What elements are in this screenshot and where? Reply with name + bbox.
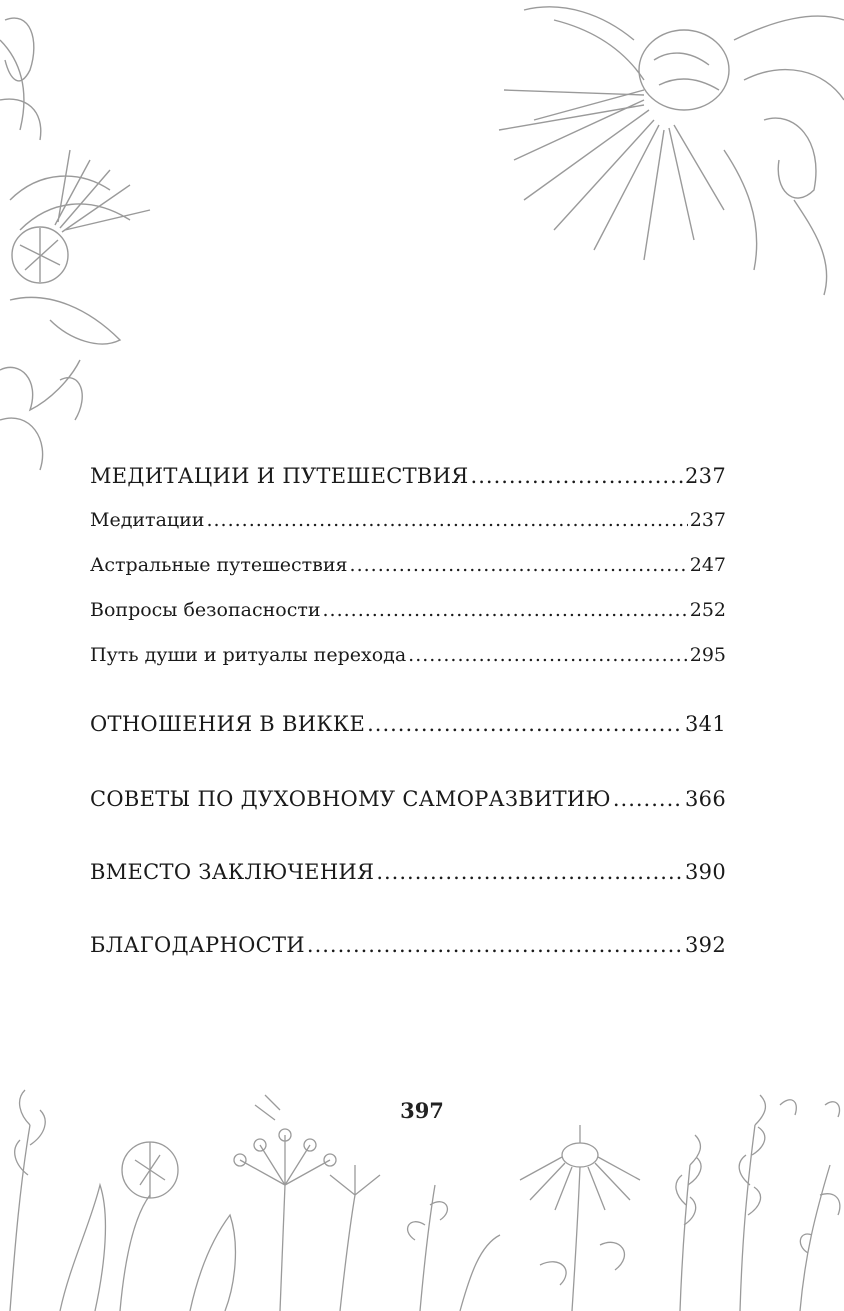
- toc-entry-page: 366: [685, 787, 726, 811]
- toc-entry-title: Астральные путешествия: [90, 554, 348, 576]
- toc-entry[interactable]: [90, 787, 726, 811]
- toc-entry-page: 341: [685, 712, 726, 736]
- toc-entry[interactable]: [90, 464, 726, 488]
- toc-entry-title: Вопросы безопасности: [90, 599, 321, 621]
- toc-entry-title: Медитации: [90, 509, 205, 531]
- dot-leader: [376, 860, 683, 884]
- page-number: 397: [400, 1098, 444, 1123]
- toc-entry-page: 247: [689, 554, 726, 576]
- toc-entry[interactable]: [90, 554, 726, 576]
- toc-entry[interactable]: [90, 712, 726, 736]
- toc-entry-title: ВМЕСТО ЗАКЛЮЧЕНИЯ: [90, 860, 375, 884]
- toc-entry-title: Путь души и ритуалы перехода: [90, 644, 407, 666]
- toc-entry[interactable]: [90, 599, 726, 621]
- dot-leader: [367, 712, 683, 736]
- dot-leader: [307, 933, 683, 957]
- toc-entry-title: СОВЕТЫ ПО ДУХОВНОМУ САМОРАЗВИТИЮ: [90, 787, 611, 811]
- dot-leader: [350, 554, 688, 576]
- toc-entry[interactable]: [90, 933, 726, 957]
- toc-entry-page: 390: [685, 860, 726, 884]
- toc-entry[interactable]: [90, 644, 726, 666]
- toc-entry[interactable]: [90, 509, 726, 531]
- toc-entry-title: МЕДИТАЦИИ И ПУТЕШЕСТВИЯ: [90, 464, 469, 488]
- top-right-floral-illustration: [494, 0, 844, 300]
- dot-leader: [471, 464, 683, 488]
- toc-entry-page: 392: [685, 933, 726, 957]
- toc-entry[interactable]: [90, 860, 726, 884]
- dot-leader: [613, 787, 683, 811]
- table-of-contents: [90, 458, 726, 957]
- toc-entry-title: БЛАГОДАРНОСТИ: [90, 933, 305, 957]
- toc-entry-page: 252: [689, 599, 726, 621]
- toc-entry-page: 237: [685, 464, 726, 488]
- top-left-floral-illustration: [0, 0, 160, 480]
- dot-leader: [323, 599, 688, 621]
- toc-entry-page: 237: [689, 509, 726, 531]
- toc-entry-title: ОТНОШЕНИЯ В ВИККЕ: [90, 712, 366, 736]
- dot-leader: [408, 644, 688, 666]
- toc-entry-page: 295: [689, 644, 726, 666]
- dot-leader: [206, 509, 687, 531]
